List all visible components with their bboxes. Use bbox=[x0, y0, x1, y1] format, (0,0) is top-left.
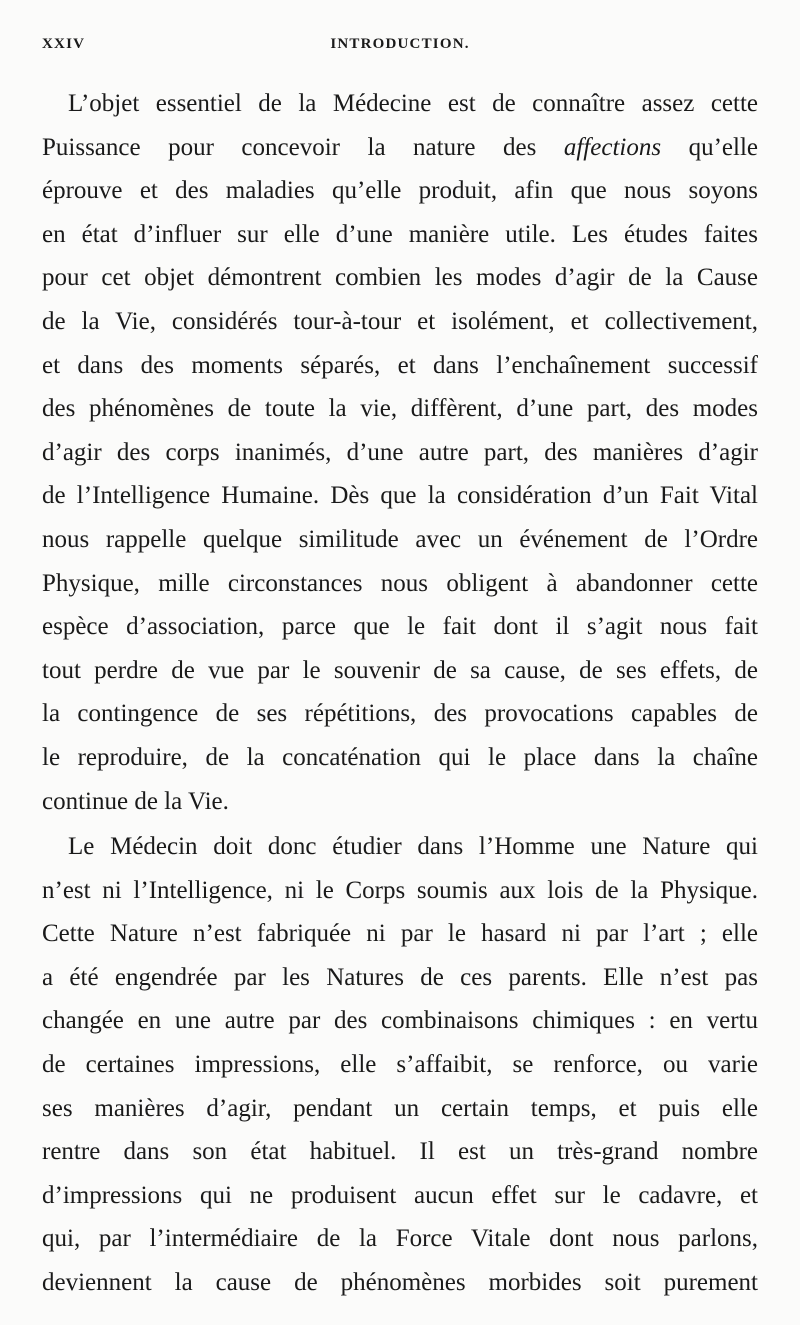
text-line: de la Vie, considérés tour-à-tour et isolément, et collectivement, bbox=[42, 307, 758, 335]
text-line bbox=[42, 126, 758, 170]
text-line: ses manières d’agir, pendant un certain temps, et puis elle bbox=[42, 1094, 758, 1122]
text-line: et dans des moments séparés, et dans l’enchaînement successif bbox=[42, 351, 758, 379]
text-line: en état d’influer sur elle d’une manière utile. Les études faites bbox=[42, 220, 758, 248]
running-title: INTRODUCTION. bbox=[330, 36, 470, 52]
italic-word: affections bbox=[563, 133, 662, 161]
text-span: Puissance pour concevoir la nature des bbox=[42, 133, 564, 161]
text-line: des phénomènes de toute la vie, diffèrent, d’une part, des modes bbox=[42, 395, 758, 423]
text-line: Le Médecin doit donc étudier dans l’Homme une Nature qui bbox=[68, 833, 758, 861]
text-line: tout perdre de vue par le souvenir de sa cause, de ses effets, de bbox=[42, 656, 758, 684]
text-line: continue de la Vie. bbox=[42, 787, 229, 815]
text-line: de l’Intelligence Humaine. Dès que la considération d’un Fait Vital bbox=[42, 482, 758, 510]
text-line: changée en une autre par des combinaisons chimiques : en vertu bbox=[42, 1007, 758, 1035]
text-span: qu’elle bbox=[661, 133, 758, 161]
text-line: le reproduire, de la concaténation qui le place dans la chaîne bbox=[42, 743, 758, 771]
text-line: d’impressions qui ne produisent aucun effet sur le cadavre, et bbox=[42, 1181, 758, 1209]
text-line: d’agir des corps inanimés, d’une autre part, des manières d’agir bbox=[42, 438, 758, 466]
text-line: nous rappelle quelque similitude avec un événement de l’Ordre bbox=[42, 525, 758, 553]
text-line: rentre dans son état habituel. Il est un très-grand nombre bbox=[42, 1138, 758, 1166]
text-line: pour cet objet démontrent combien les modes d’agir de la Cause bbox=[42, 264, 758, 292]
text-line: éprouve et des maladies qu’elle produit, afin que nous soyons bbox=[42, 177, 758, 205]
text-line: la contingence de ses répétitions, des provocations capables de bbox=[42, 700, 758, 728]
text-line: qui, par l’intermédiaire de la Force Vitale dont nous parlons, bbox=[42, 1225, 758, 1253]
running-head bbox=[42, 36, 758, 58]
text-line: Physique, mille circonstances nous obligent à abandonner cette bbox=[42, 569, 758, 597]
text-line: espèce d’association, parce que le fait dont il s’agit nous fait bbox=[42, 613, 758, 641]
text-line: a été engendrée par les Natures de ces parents. Elle n’est pas bbox=[42, 963, 758, 991]
paragraph-2 bbox=[42, 825, 758, 1305]
paragraph-1 bbox=[42, 82, 758, 823]
text-line: Cette Nature n’est fabriquée ni par le hasard ni par l’art ; elle bbox=[42, 920, 758, 948]
text-line: de certaines impressions, elle s’affaibit, se renforce, ou varie bbox=[42, 1051, 758, 1079]
text-line: n’est ni l’Intelligence, ni le Corps soumis aux lois de la Physique. bbox=[42, 876, 758, 904]
text-line: L’objet essentiel de la Médecine est de connaître assez cette bbox=[68, 90, 758, 117]
page-number: XXIV bbox=[42, 36, 86, 52]
body-text bbox=[42, 82, 758, 1305]
text-line: deviennent la cause de phénomènes morbides soit purement bbox=[42, 1269, 758, 1297]
